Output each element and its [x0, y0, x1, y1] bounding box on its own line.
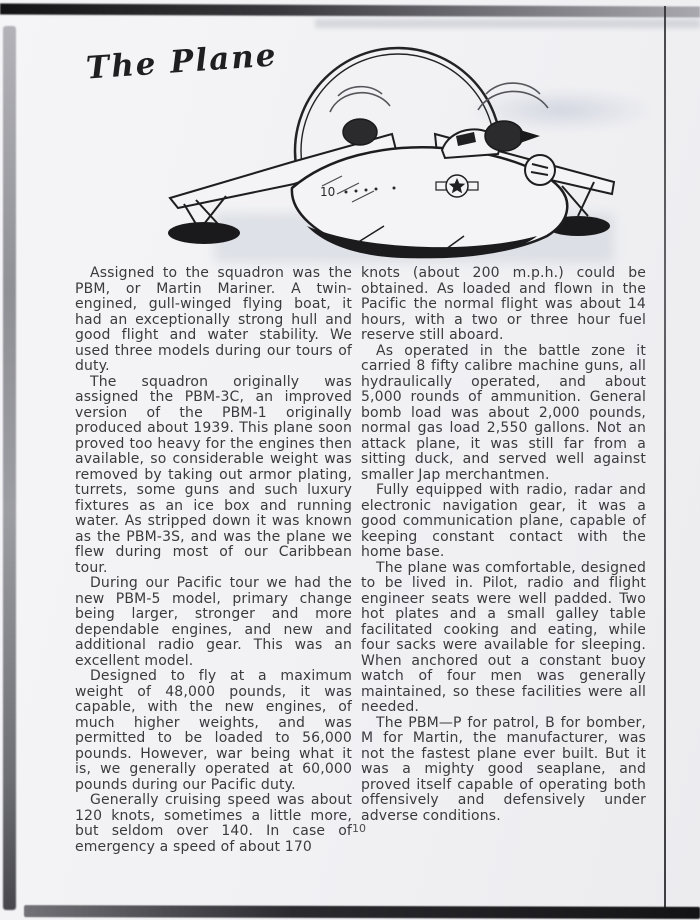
paragraph: The PBM—P for patrol, B for bomber, M for Martin, the manufacturer, was not the fastest plane ever built. But it was a mighty good seaplane, and proved itself capable of operating both offensively and defensively under adverse conditions.	[361, 714, 646, 824]
paragraph: The squadron originally was assigned the PBM-3C, an improved version of the PBM-1 originally produced about 1939. This plane soon proved too heavy for the engines then available, so considerable weight was removed by taking out armor plating, turrets, some guns and such luxury fixtures as an ice box and running water. As stripped down it was known as the PBM-3S, and was the plane we flew during most of our Caribbean tour.	[75, 373, 352, 576]
paragraph: During our Pacific tour we had the new PBM-5 model, primary change being larger, stronger and more dependable engines, and new and additional radio gear. This was an excellent model.	[75, 575, 352, 669]
paragraph: As operated in the battle zone it carried 8 fifty calibre machine guns, all hydraulically operated, and about 5,000 rounds of ammunition. General bomb load was about 2,000 pounds, normal gas load 2,550 gallons. Not an attack plane, it was still far from a sitting duck, and served well against smaller Jap merchantmen.	[361, 342, 646, 483]
scan-binding-edge	[3, 26, 16, 910]
propeller-spinner	[520, 130, 540, 143]
body-text	[75, 266, 646, 855]
page-number: 10	[352, 822, 366, 835]
page-title: The Plane	[84, 37, 279, 87]
left-propeller-swirl	[330, 87, 390, 112]
paragraph: Designed to fly at a maximum weight of 48,000 pounds, it was capable, with the new engines, of much higher weights, and was permitted to be loaded to 56,000 pounds. However, war being what it is, we generally operated at 60,000 pounds during our Pacific duty.	[75, 668, 352, 793]
right-engine-nacelle	[485, 121, 523, 151]
paragraph: The plane was comfortable, designed to be lived in. Pilot, radio and flight engineer seats were well padded. Two hot plates and a small galley table facilitated cooking and eating, while four sacks were available for sleeping. When anchored out a constant buoy watch of four men was generally maintained, so these facilities were all needed.	[361, 559, 646, 715]
paragraph: Generally cruising speed was about 120 knots, sometimes a little more, but seldom over 140. In case of emergency a speed of about 170	[75, 792, 352, 855]
scan-top-edge-shadow	[315, 19, 700, 28]
scan-bottom-edge	[24, 905, 700, 919]
scan-top-edge	[0, 3, 700, 17]
left-wingtip-float	[168, 222, 240, 244]
bow-turret	[525, 155, 555, 185]
right-column	[361, 266, 646, 855]
pbm-mariner-illustration	[142, 36, 642, 264]
hull-marking: 10	[320, 185, 336, 199]
left-column	[75, 266, 352, 855]
page-edge-line	[664, 6, 666, 918]
paragraph: Fully equipped with radio, radar and electronic navigation gear, it was a good communication plane, capable of keeping constant contact with the home base.	[361, 482, 646, 560]
left-engine-nacelle	[343, 119, 377, 145]
right-propeller-swirl	[478, 83, 548, 110]
paragraph: Assigned to the squadron was the PBM, or Martin Mariner. A twin-engined, gull-winged flying boat, it had an exceptionally strong hull and good flight and water stability. We used three models during our tours of duty.	[75, 265, 352, 374]
paragraph: knots (about 200 m.p.h.) could be obtained. As loaded and flown in the Pacific the normal flight was about 14 hours, with a two or three hour fuel reserve still aboard.	[361, 265, 646, 343]
